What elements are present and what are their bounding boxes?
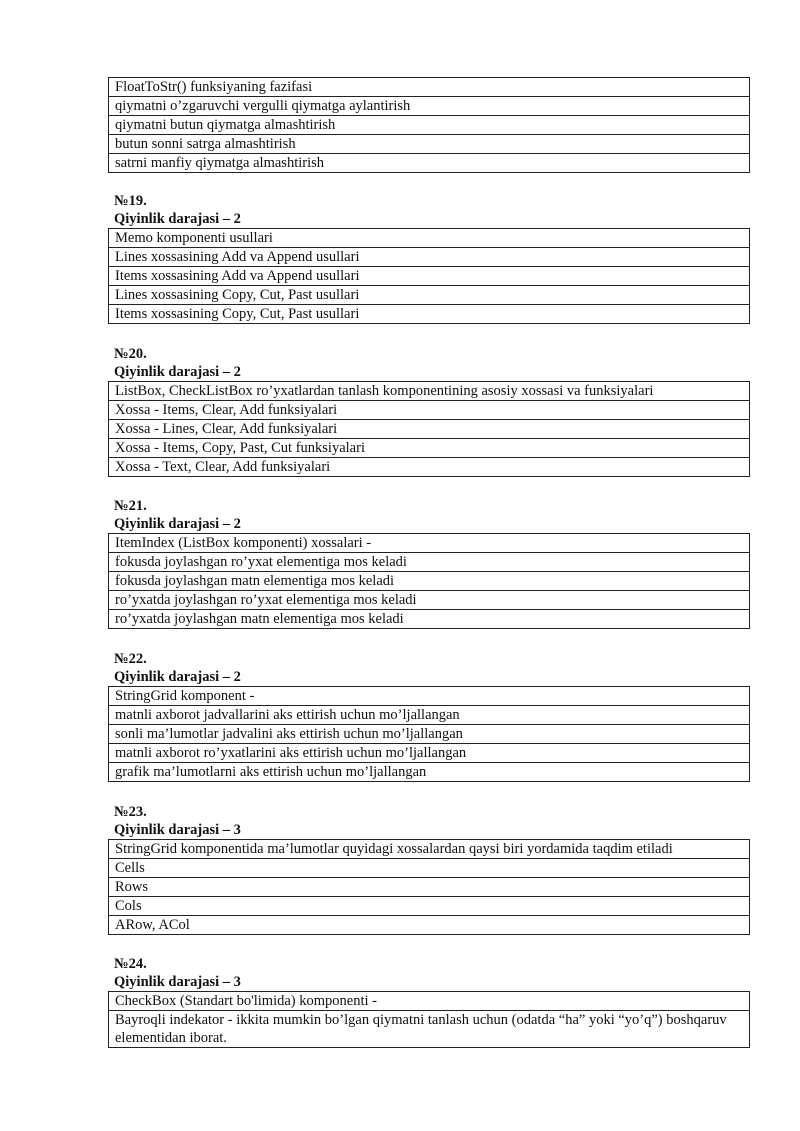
question-number: №24. [114, 956, 147, 972]
difficulty-level: Qiyinlik darajasi – 3 [114, 974, 241, 990]
answer-option: Xossa - Lines, Clear, Add funksiyalari [109, 420, 750, 439]
answer-option: grafik ma’lumotlarni aks ettirish uchun mo’ljallangan [109, 763, 750, 782]
answer-option: Rows [109, 878, 750, 897]
question-number: №21. [114, 498, 147, 514]
question-table [108, 77, 750, 173]
answer-option: ARow, ACol [109, 916, 750, 935]
question-table [108, 686, 750, 782]
question-text: ListBox, CheckListBox ro’yxatlardan tanlash komponentining asosiy xossasi va funksiyalari [109, 382, 750, 401]
answer-option: Lines xossasining Copy, Cut, Past usullari [109, 286, 750, 305]
question-number: №19. [114, 193, 147, 209]
question-text: StringGrid komponent - [109, 687, 750, 706]
answer-option: Cols [109, 897, 750, 916]
answer-option: qiymatni o’zgaruvchi vergulli qiymatga aylantirish [109, 97, 750, 116]
answer-option: satrni manfiy qiymatga almashtirish [109, 154, 750, 173]
question-block-24 [108, 955, 750, 1048]
answer-option: ro’yxatda joylashgan matn elementiga mos keladi [109, 610, 750, 629]
question-table [108, 228, 750, 324]
answer-option: matnli axborot jadvallarini aks ettirish uchun mo’ljallangan [109, 706, 750, 725]
answer-option: fokusda joylashgan ro’yxat elementiga mos keladi [109, 553, 750, 572]
answer-option: qiymatni butun qiymatga almashtirish [109, 116, 750, 135]
question-block-22 [108, 650, 750, 782]
answer-option: fokusda joylashgan matn elementiga mos keladi [109, 572, 750, 591]
answer-option: Xossa - Items, Copy, Past, Cut funksiyalari [109, 439, 750, 458]
answer-option: Xossa - Items, Clear, Add funksiyalari [109, 401, 750, 420]
question-table [108, 381, 750, 477]
difficulty-level: Qiyinlik darajasi – 2 [114, 364, 241, 380]
question-block-19 [108, 192, 750, 324]
question-block-23 [108, 803, 750, 935]
question-text: CheckBox (Standart bo'limida) komponenti - [109, 992, 750, 1011]
answer-option: matnli axborot ro’yxatlarini aks ettirish uchun mo’ljallangan [109, 744, 750, 763]
question-text: Memo komponenti usullari [109, 229, 750, 248]
question-text: StringGrid komponentida ma’lumotlar quyidagi xossalardan qaysi biri yordamida taqdim etiladi [109, 840, 750, 859]
difficulty-level: Qiyinlik darajasi – 2 [114, 516, 241, 532]
question-table [108, 839, 750, 935]
question-text: FloatToStr() funksiyaning fazifasi [109, 78, 750, 97]
question-block-21 [108, 497, 750, 629]
answer-option: sonli ma’lumotlar jadvalini aks ettirish uchun mo’ljallangan [109, 725, 750, 744]
answer-option: Xossa - Text, Clear, Add funksiyalari [109, 458, 750, 477]
question-block-18 [108, 77, 750, 173]
question-table [108, 533, 750, 629]
difficulty-level: Qiyinlik darajasi – 3 [114, 822, 241, 838]
question-number: №23. [114, 804, 147, 820]
difficulty-level: Qiyinlik darajasi – 2 [114, 669, 241, 685]
question-number: №20. [114, 346, 147, 362]
question-table [108, 991, 750, 1048]
answer-option: butun sonni satrga almashtirish [109, 135, 750, 154]
question-text: ItemIndex (ListBox komponenti) xossalari - [109, 534, 750, 553]
answer-option: ro’yxatda joylashgan ro’yxat elementiga mos keladi [109, 591, 750, 610]
answer-option: Lines xossasining Add va Append usullari [109, 248, 750, 267]
answer-option: Cells [109, 859, 750, 878]
answer-option: Items xossasining Add va Append usullari [109, 267, 750, 286]
difficulty-level: Qiyinlik darajasi – 2 [114, 211, 241, 227]
answer-option: Items xossasining Copy, Cut, Past usullari [109, 305, 750, 324]
answer-option: Bayroqli indekator - ikkita mumkin bo’lgan qiymatni tanlash uchun (odatda “ha” yoki “yo’q”) boshqaruv elementidan iborat. [109, 1011, 750, 1048]
question-block-20 [108, 345, 750, 477]
question-number: №22. [114, 651, 147, 667]
